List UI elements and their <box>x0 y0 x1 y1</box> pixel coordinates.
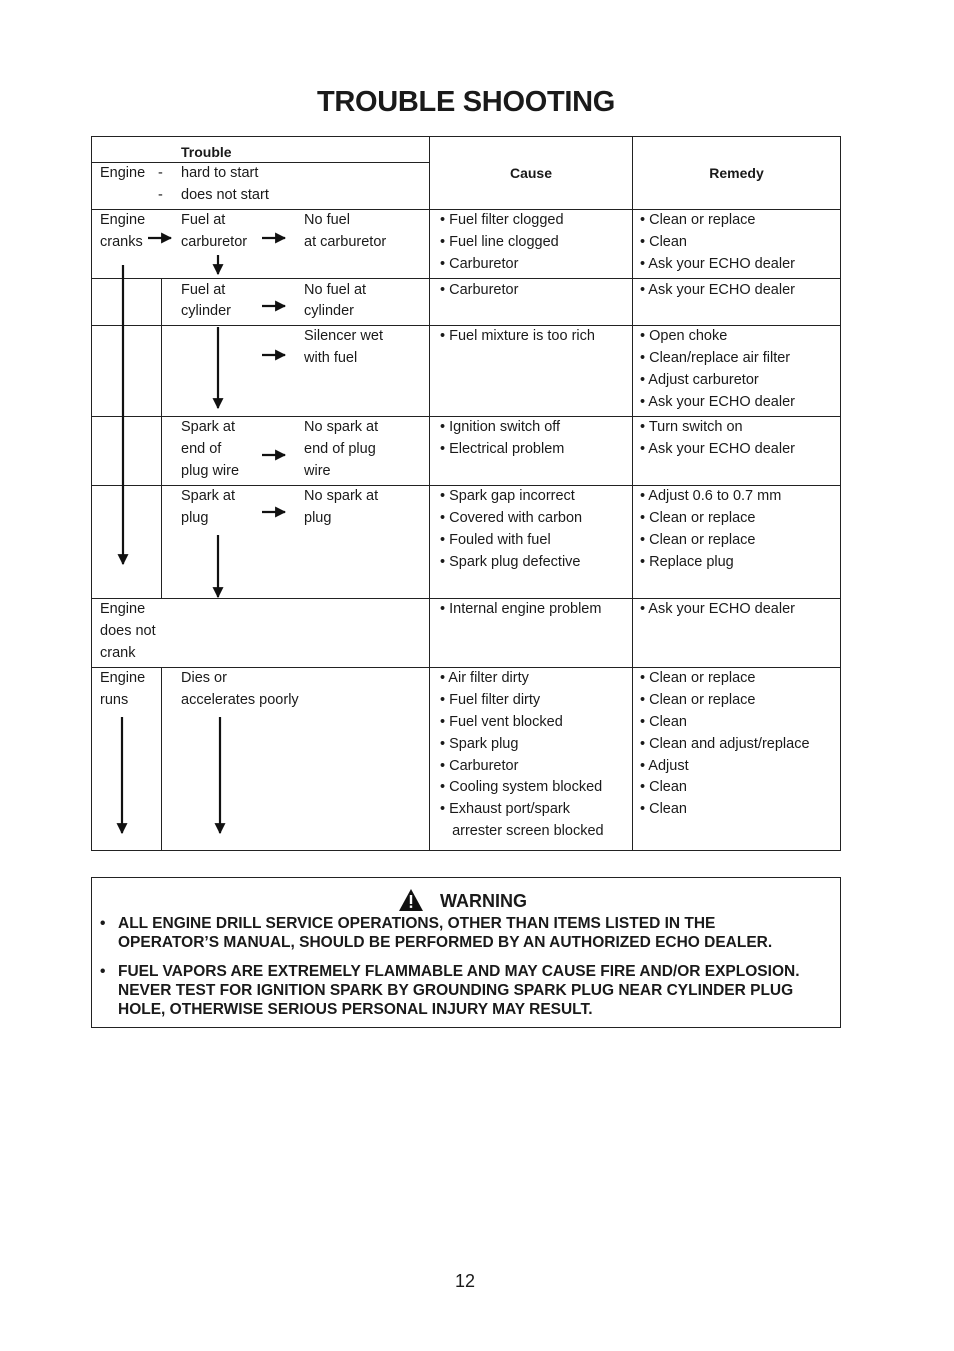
page-number: 12 <box>455 1271 476 1291</box>
remedy-item: • Turn switch on <box>640 419 743 435</box>
header-cause: Cause <box>509 165 553 181</box>
header-dash: - <box>158 187 163 203</box>
row-label: crank <box>100 645 136 661</box>
cause-item: • Carburetor <box>440 758 519 774</box>
trouble-symptom: end of plug <box>304 441 376 457</box>
cause-item: • Electrical problem <box>440 441 565 457</box>
bullet: • <box>100 963 106 980</box>
cause-item: • Fuel mixture is too rich <box>440 328 595 344</box>
trouble-symptom: plug <box>304 510 332 526</box>
cause-item: • Covered with carbon <box>440 510 583 526</box>
remedy-item: • Clean <box>640 779 687 795</box>
cause-item: • Spark plug defective <box>440 554 581 570</box>
trouble-symptom: Silencer wet <box>304 328 383 344</box>
remedy-item: • Adjust <box>640 758 689 774</box>
trouble-symptom: at carburetor <box>304 234 387 250</box>
warning-item: ALL ENGINE DRILL SERVICE OPERATIONS, OTHER THAN ITEMS LISTED IN THE OPERATOR’S MANUAL, SHOULD BE PERFORMED BY AN AUTHORIZED ECHO DEALER. <box>118 915 773 951</box>
trouble-symptom: No spark at <box>304 419 379 435</box>
trouble-condition: end of <box>181 441 222 457</box>
remedy-item: • Clean <box>640 714 687 730</box>
remedy-item: • Clean or replace <box>640 692 756 708</box>
remedy-item: • Clean or replace <box>640 532 756 548</box>
cause-item: • Cooling system blocked <box>440 779 603 795</box>
cause-item: • Internal engine problem <box>440 601 602 617</box>
header-engine: Engine <box>100 165 146 181</box>
row-label: Engine <box>100 670 146 686</box>
header-dash: - <box>158 165 163 181</box>
remedy-item: • Clean and adjust/replace <box>640 736 810 752</box>
trouble-condition: Dies or <box>181 670 227 686</box>
trouble-condition: carburetor <box>181 234 248 250</box>
cause-item: • Ignition switch off <box>440 419 561 435</box>
remedy-item: • Clean <box>640 801 687 817</box>
remedy-item: • Adjust 0.6 to 0.7 mm <box>640 488 782 504</box>
remedy-item: • Ask your ECHO dealer <box>640 282 795 298</box>
trouble-symptom: with fuel <box>304 350 358 366</box>
row-label: does not <box>100 623 156 639</box>
trouble-condition: Fuel at <box>181 282 226 298</box>
cause-item: • Fuel filter dirty <box>440 692 541 708</box>
header-hard-to-start: hard to start <box>181 165 259 181</box>
trouble-symptom: wire <box>304 463 331 479</box>
row-label: Engine <box>100 212 146 228</box>
warning-title: WARNING <box>440 891 527 911</box>
cause-item: • Carburetor <box>440 256 519 272</box>
remedy-item: • Ask your ECHO dealer <box>640 394 795 410</box>
cause-item: • Fuel line clogged <box>440 234 559 250</box>
trouble-symptom: No fuel <box>304 212 350 228</box>
cause-item: • Fouled with fuel <box>440 532 551 548</box>
trouble-condition: Spark at <box>181 419 235 435</box>
remedy-item: • Replace plug <box>640 554 734 570</box>
warning-item: FUEL VAPORS ARE EXTREMELY FLAMMABLE AND MAY CAUSE FIRE AND/OR EXPLOSION. NEVER TEST FOR IGNITION SPARK BY GROUNDING SPARK PLUG NEAR CYLINDER PLUG HOLE, OTHERWISE SERIOUS PERSONAL INJURY MAY RESULT. <box>118 963 800 1018</box>
trouble-symptom: cylinder <box>304 303 354 319</box>
trouble-condition: plug <box>181 510 209 526</box>
header-does-not-start: does not start <box>181 187 269 203</box>
remedy-item: • Adjust carburetor <box>640 372 759 388</box>
cause-item: • Exhaust port/spark <box>440 801 570 817</box>
remedy-item: • Clean or replace <box>640 510 756 526</box>
trouble-condition: Spark at <box>181 488 235 504</box>
cause-item: • Spark gap incorrect <box>440 488 575 504</box>
row-label: cranks <box>100 234 143 250</box>
remedy-item: • Clean or replace <box>640 212 756 228</box>
remedy-item: • Clean/replace air filter <box>640 350 791 366</box>
row-label: runs <box>100 692 129 708</box>
page-title: TROUBLE SHOOTING <box>316 86 616 118</box>
remedy-item: • Clean <box>640 234 687 250</box>
trouble-condition: plug wire <box>181 463 240 479</box>
header-remedy: Remedy <box>709 165 764 181</box>
trouble-symptom: No spark at <box>304 488 379 504</box>
cause-item: • Air filter dirty <box>440 670 529 686</box>
cause-item: • Fuel vent blocked <box>440 714 563 730</box>
bullet: • <box>100 915 106 932</box>
remedy-item: • Clean or replace <box>640 670 756 686</box>
header-trouble: Trouble <box>181 144 232 160</box>
remedy-item: • Open choke <box>640 328 728 344</box>
trouble-condition: accelerates poorly <box>181 692 299 708</box>
cause-item: • Fuel filter clogged <box>440 212 564 228</box>
trouble-condition: Fuel at <box>181 212 226 228</box>
trouble-condition: cylinder <box>181 303 231 319</box>
trouble-symptom: No fuel at <box>304 282 367 298</box>
row-label: Engine <box>100 601 146 617</box>
cause-item: arrester screen blocked <box>440 823 604 839</box>
remedy-item: • Ask your ECHO dealer <box>640 601 795 617</box>
cause-item: • Spark plug <box>440 736 519 752</box>
remedy-item: • Ask your ECHO dealer <box>640 256 795 272</box>
remedy-item: • Ask your ECHO dealer <box>640 441 795 457</box>
cause-item: • Carburetor <box>440 282 519 298</box>
